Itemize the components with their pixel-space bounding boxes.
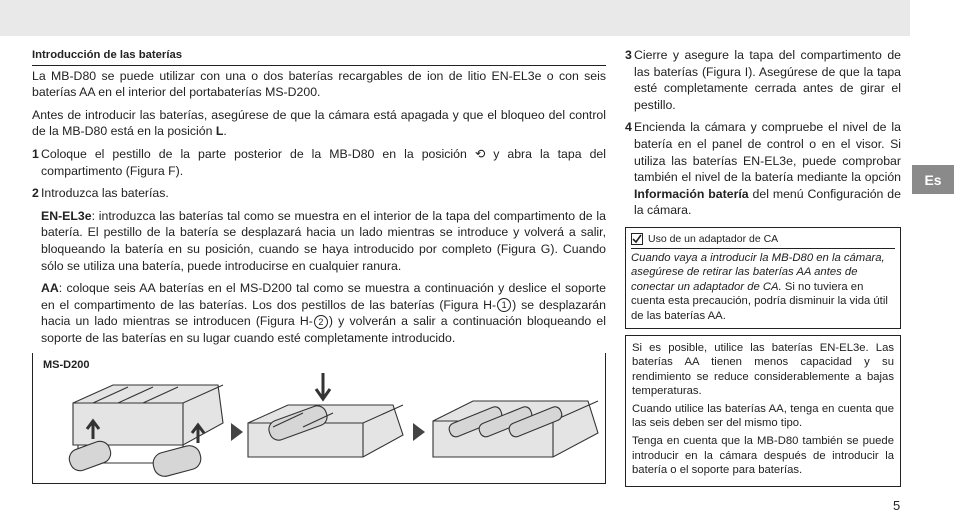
circled-number-1: 1 [497,298,511,312]
intro-paragraph-1: La MB-D80 se puede utilizar con una o dos baterías recargables de ion de litio EN-EL3e o con seis baterías AA en el interior del portabaterías MS-D200. [32,68,606,100]
aa-text: ) y volverán a salir a continuación bloqueando el soporte de las baterías en su lugar cuando esté completamente introducido. [41,314,606,345]
aa-text: : coloque seis AA baterías en el MS-D200 tal como se muestra a continuación y deslice el soporte en el compartimento de las baterías. Los dos pestillos de las baterías (Figura H- [41,281,606,312]
step-number: 1 [32,146,39,161]
language-tab-label: Es [924,171,942,188]
enel3e-label: EN-EL3e [41,208,92,223]
step-text: Introduzca las baterías. [41,186,169,201]
step-number: 3 [625,48,632,62]
note-text: Si no tuviera en cuenta esta precaución, podría disminuir la vida útil de las baterías AA. [631,280,888,322]
aa-text: ) se desplazarán hacia un lado mientras se introducen (Figura H- [41,297,606,329]
step-1 [32,146,606,179]
section-title: Introducción de las baterías [32,47,606,66]
step-3 [625,47,901,113]
left-column [32,47,606,484]
arrow-right-icon [413,423,425,441]
menu-option-label: Información batería [634,186,749,201]
step4-text-end: del menú Configuración de la cámara. [634,186,901,218]
intro-paragraph-2 [32,107,606,140]
note-title-text: Uso de un adaptador de CA [648,232,779,245]
right-column [625,47,901,487]
aa-label: AA [41,281,59,296]
arrow-right-icon [231,423,243,441]
note-body [631,252,888,322]
checkmark-icon [631,233,643,245]
aa-paragraph [41,280,606,346]
enel3e-text: : introduzca las baterías tal como se muestra en el interior de la tapa del compartimento de la batería. El pestillo de la batería se desplazará hacia un lado mientras se introduce y volverá a salir, bloqueando la batería en su posición, cuando se haya introducido por completo (Figura G). Cuando sólo se utiliza una batería, puede introducirse en cualquier ranura. [41,208,606,273]
tip-paragraph: Cuando utilice las baterías AA, tenga en cuenta que las seis deben ser del mismo tipo. [632,402,894,430]
circled-number-2: 2 [314,315,328,329]
step-number: 4 [625,120,632,135]
battery-holder-figure [32,353,606,484]
step4-text: Encienda la cámara y compruebe el nivel de la batería en el panel de control o en el visor. Si utiliza las baterías EN-EL3e, puede comprobar también el nivel de la batería mediante la opción [634,120,901,185]
ac-adapter-note [625,227,901,329]
figure-label: MS-D200 [43,358,90,371]
header-bar [0,0,910,36]
tip-paragraph: Tenga en cuenta que la MB-D80 también se puede introducir en la cámara después de introducir la batería o el soporte para baterías. [632,435,894,477]
enel3e-paragraph [41,208,606,274]
intro-p2-end: . [223,124,227,139]
step-2 [32,185,606,202]
step-4 [625,119,901,219]
battery-holder-illustration [33,353,605,483]
page-number: 5 [893,498,901,513]
step-text: Cierre y asegure la tapa del compartimento de las baterías (Figura I). Asegúrese de que la tapa esté completamente cerrada antes de girar el pestillo. [634,48,901,112]
step1-text: Coloque el pestillo de la parte posterior de la MB-D80 en la posición [41,146,475,161]
lock-position-label: L [215,124,224,139]
language-tab [912,165,954,194]
note-title [631,232,895,249]
tips-box [625,335,901,487]
note-warning-text: Cuando vaya a introducir la MB-D80 en la cámara, asegúrese de retirar las baterías AA antes de conectar un adaptador de CA. [631,251,885,293]
step-text [41,146,606,179]
step-text [634,119,901,219]
tip-paragraph: Si es posible, utilice las baterías EN-EL3e. Las baterías AA tienen menos capacidad y su rendimiento se reduce considerablemente a bajas temperaturas. [632,341,894,398]
latch-unlock-icon: ⟲ [474,146,486,161]
intro-p2-text: Antes de introducir las baterías, asegúrese de que la cámara está apagada y que el bloqueo del control de la MB-D80 está en la posición [32,107,606,139]
step-number: 2 [32,186,39,201]
step1-text-end: y abra la tapa del compartimento (Figura F). [41,146,606,178]
